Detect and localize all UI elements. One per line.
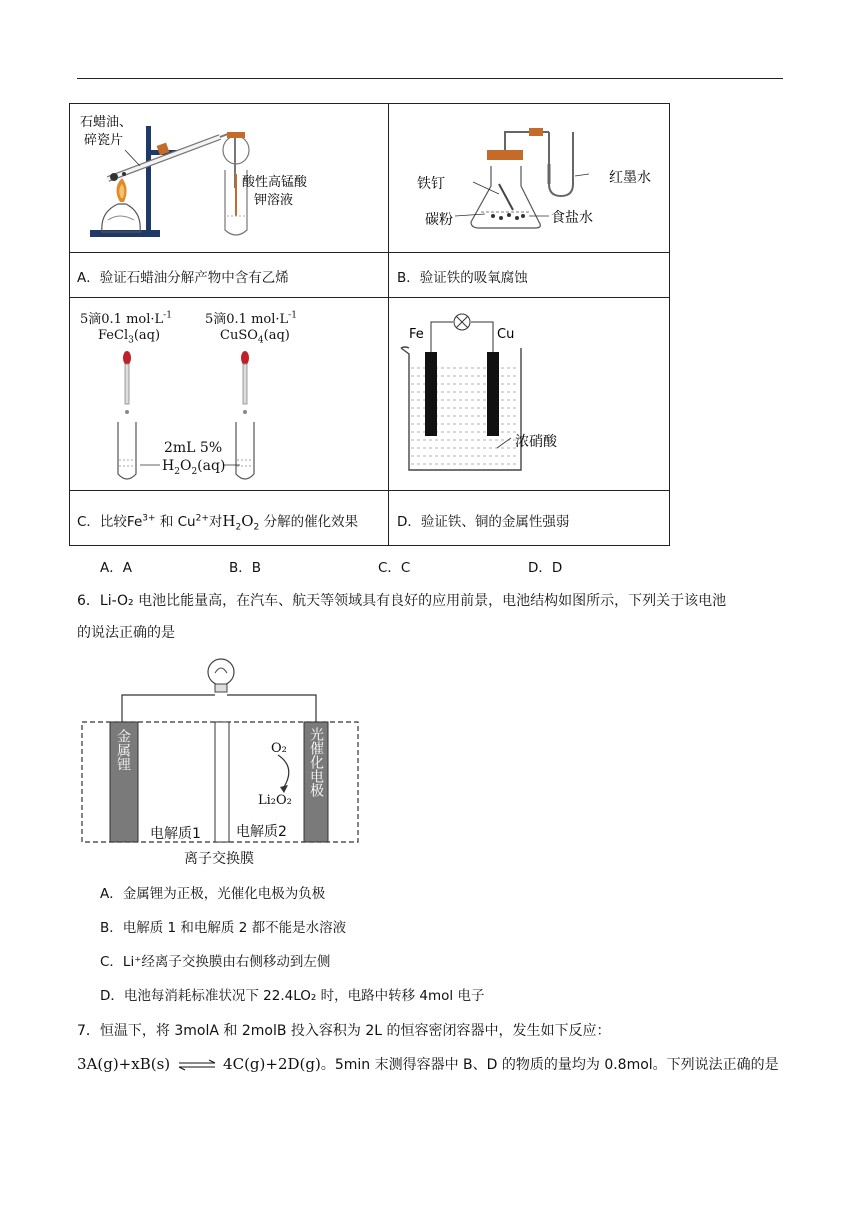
label-kmno4-1: 酸性高锰酸 <box>242 175 308 190</box>
q5-option-a[interactable]: A．A <box>100 560 132 576</box>
label-ion-exchange-membrane: 离子交换膜 <box>184 851 254 867</box>
q6-option-b[interactable]: B．电解质 1 和电解质 2 都不能是水溶液 <box>100 920 347 936</box>
label-metal-lithium: 金属锂 <box>115 729 131 771</box>
label-kmno4-2: 钾溶液 <box>254 193 294 208</box>
figure-a-cracking-apparatus <box>70 104 388 252</box>
q6-option-c[interactable]: C．Li⁺经离子交换膜由右侧移动到左侧 <box>100 954 331 970</box>
figure-b-corrosion-apparatus <box>389 104 670 252</box>
label-fe: Fe <box>409 327 424 342</box>
label-salt-water: 食盐水 <box>551 210 593 226</box>
label-porcelain-chips: 碎瓷片 <box>84 133 124 148</box>
caption-b: B．验证铁的吸氧腐蚀 <box>397 270 528 286</box>
label-electrolyte-1: 电解质1 <box>150 826 201 842</box>
label-iron-nail: 铁钉 <box>417 176 445 192</box>
label-red-ink: 红墨水 <box>609 170 651 186</box>
caption-a: A．验证石蜡油分解产物中含有乙烯 <box>77 270 289 286</box>
q5-option-c[interactable]: C．C <box>378 560 411 576</box>
label-h2o2: $H_2O_2(aq)$ <box>162 458 226 477</box>
figure-c-catalysis-apparatus <box>70 298 388 490</box>
label-cuso4-drops: 5滴0.1 $mol\cdot L^{-1}$ <box>205 310 297 327</box>
label-conc-nitric-acid: 浓硝酸 <box>515 434 557 450</box>
reversible-arrow-icon <box>177 1059 217 1071</box>
label-electrolyte-2: 电解质2 <box>236 824 287 840</box>
label-li2o2: Li₂O₂ <box>258 793 292 808</box>
q5-option-b[interactable]: B．B <box>229 560 262 576</box>
label-photocatalytic-electrode: 光催化电极 <box>308 727 324 797</box>
label-carbon-powder: 碳粉 <box>425 212 453 228</box>
label-fecl3: FeCl$_3$(aq) <box>98 328 161 346</box>
q6-stem-line2: 的说法正确的是 <box>77 625 175 641</box>
label-paraffin-oil: 石蜡油、 <box>80 115 133 130</box>
q7-equation-right: 4C(g)+2D(g) <box>223 1055 321 1073</box>
q7-stem-line1: 7．恒温下，将 3molA 和 2molB 投入容积为 2L 的恒容密闭容器中，发生如下反应： <box>77 1023 611 1039</box>
q6-battery-figure <box>78 655 368 870</box>
label-fecl3-drops: 5滴0.1 $mol\cdot L^{-1}$ <box>80 310 172 327</box>
label-cuso4: CuSO$_4$(aq) <box>220 328 290 346</box>
q6-option-d[interactable]: D．电池每消耗标准状况下 22.4LO₂ 时，电路中转移 4mol 电子 <box>100 988 485 1004</box>
q6-stem-line1: 6．Li-O₂ 电池比能量高，在汽车、航天等领域具有良好的应用前景，电池结构如图所示，下列关于该电池 <box>77 593 727 609</box>
q6-option-a[interactable]: A．金属锂为正极，光催化电极为负极 <box>100 886 326 902</box>
label-o2: O₂ <box>271 741 287 756</box>
label-cu: Cu <box>497 327 515 342</box>
experiment-table <box>69 103 670 546</box>
figure-d-galvanic-cell <box>389 298 670 490</box>
label-h2o2-volume: 2mL 5% <box>164 440 223 456</box>
caption-c: C．比较$Fe^{3+}$ 和 $Cu^{2+}$对$H_2O_2$ 分解的催化效果 <box>77 512 359 533</box>
caption-d: D．验证铁、铜的金属性强弱 <box>397 514 570 530</box>
header-rule <box>77 78 783 79</box>
q7-equation-left: 3A(g)+xB(s) <box>77 1055 171 1073</box>
q5-option-d[interactable]: D．D <box>528 560 563 576</box>
q7-stem-line2: 3A(g)+xB(s) 4C(g)+2D(g)。5min 末测得容器中 B、D 的物质的量均为 0.8mol。下列说法正确的是 <box>77 1055 779 1073</box>
